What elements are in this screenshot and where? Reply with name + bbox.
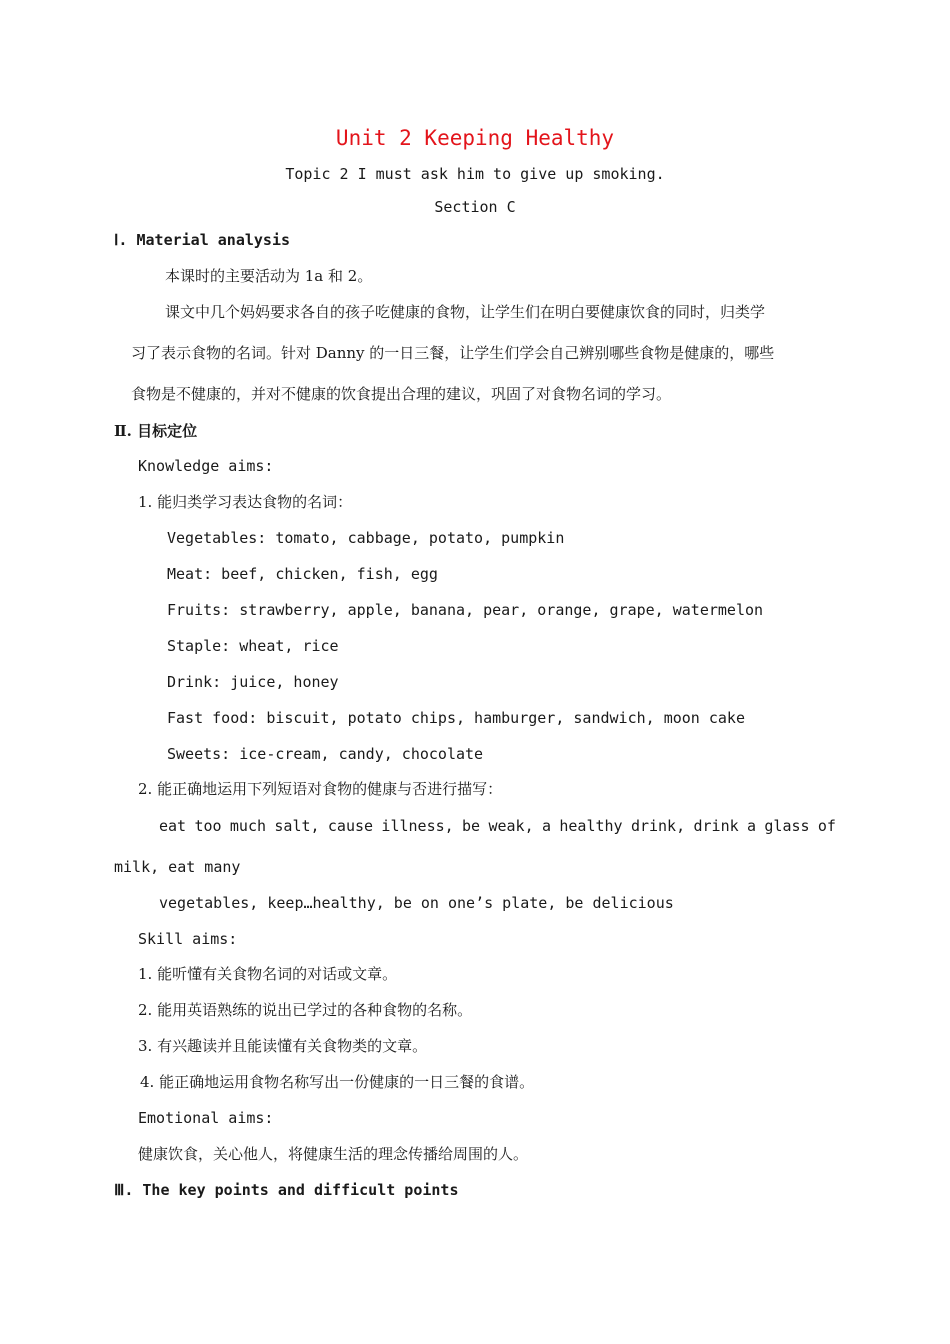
- material-paragraph-2-line-3: 食物是不健康的，并对不健康的饮食提出合理的建议，巩固了对食物名词的学习。: [131, 385, 672, 403]
- material-paragraph-2-line-2: 习了表示食物的名词。针对 Danny 的一日三餐，让学生们学会自己辨别哪些食物是健康的，哪些: [131, 344, 775, 362]
- phrase-word: too: [194, 817, 222, 835]
- phrase-word: eat: [159, 817, 187, 835]
- phrase-word: much: [229, 817, 267, 835]
- vocab-fruits: Fruits: strawberry, apple, banana, pear, orange, grape, watermelon: [167, 601, 764, 619]
- vocab-drink: Drink: juice, honey: [167, 673, 339, 691]
- phrases-line-1: [159, 816, 836, 836]
- phrase-word: of: [817, 817, 836, 835]
- phrase-word: cause: [327, 817, 374, 835]
- skill-aim-3: 3. 有兴趣读并且能读懂有关食物类的文章。: [138, 1037, 428, 1055]
- skill-aim-2: 2. 能用英语熟练的说出已学过的各种食物的名称。: [138, 1001, 473, 1019]
- phrase-word: drink,: [630, 817, 686, 835]
- section-3-heading: Ⅲ. The key points and difficult points: [114, 1181, 459, 1199]
- vocab-fast-food: Fast food: biscuit, potato chips, hamburger, sandwich, moon cake: [167, 709, 745, 727]
- vocab-sweets: Sweets: ice-cream, candy, chocolate: [167, 745, 484, 763]
- phrase-word: a: [747, 817, 757, 835]
- phrase-word: salt,: [274, 817, 320, 835]
- emotional-aim-text: 健康饮食，关心他人，将健康生活的理念传播给周围的人。: [138, 1145, 529, 1163]
- knowledge-aim-1: 1. 能归类学习表达食物的名词：: [138, 493, 353, 511]
- section-1-heading: Ⅰ. Material analysis: [114, 231, 291, 249]
- phrase-word: weak,: [488, 817, 534, 835]
- phrase-word: be: [462, 817, 481, 835]
- phrase-word: drink: [693, 817, 739, 835]
- phrase-word: healthy: [559, 817, 623, 835]
- section-heading: Section C: [434, 198, 516, 216]
- emotional-aims-label: Emotional aims:: [138, 1109, 274, 1127]
- skill-aims-label: Skill aims:: [138, 930, 238, 948]
- knowledge-aim-2: 2. 能正确地运用下列短语对食物的健康与否进行描写：: [138, 780, 503, 798]
- vocab-staple: Staple: wheat, rice: [167, 637, 339, 655]
- phrases-line-3: vegetables, keep…healthy, be on one’s plate, be delicious: [159, 894, 674, 912]
- material-paragraph-2-line-1: 课文中几个妈妈要求各自的孩子吃健康的食物，让学生们在明白要健康饮食的同时，归类学: [165, 303, 766, 321]
- skill-aim-4: 4. 能正确地运用食物名称写出一份健康的一日三餐的食谱。: [140, 1073, 535, 1091]
- skill-aim-1: 1. 能听懂有关食物名词的对话或文章。: [138, 965, 398, 983]
- section-2-heading: Ⅱ. 目标定位: [114, 422, 198, 440]
- phrase-word: glass: [764, 817, 810, 835]
- topic-heading: Topic 2 I must ask him to give up smoking.: [285, 165, 665, 183]
- knowledge-aims-label: Knowledge aims:: [138, 457, 274, 475]
- vocab-meat: Meat: beef, chicken, fish, egg: [167, 565, 438, 583]
- phrase-word: a: [541, 817, 551, 835]
- document-title: Unit 2 Keeping Healthy: [335, 126, 615, 150]
- phrase-word: illness,: [381, 817, 454, 835]
- vocab-vegetables: Vegetables: tomato, cabbage, potato, pumpkin: [167, 529, 565, 547]
- phrases-line-2: milk, eat many: [114, 858, 241, 876]
- material-paragraph-1: 本课时的主要活动为 1a 和 2。: [165, 267, 373, 285]
